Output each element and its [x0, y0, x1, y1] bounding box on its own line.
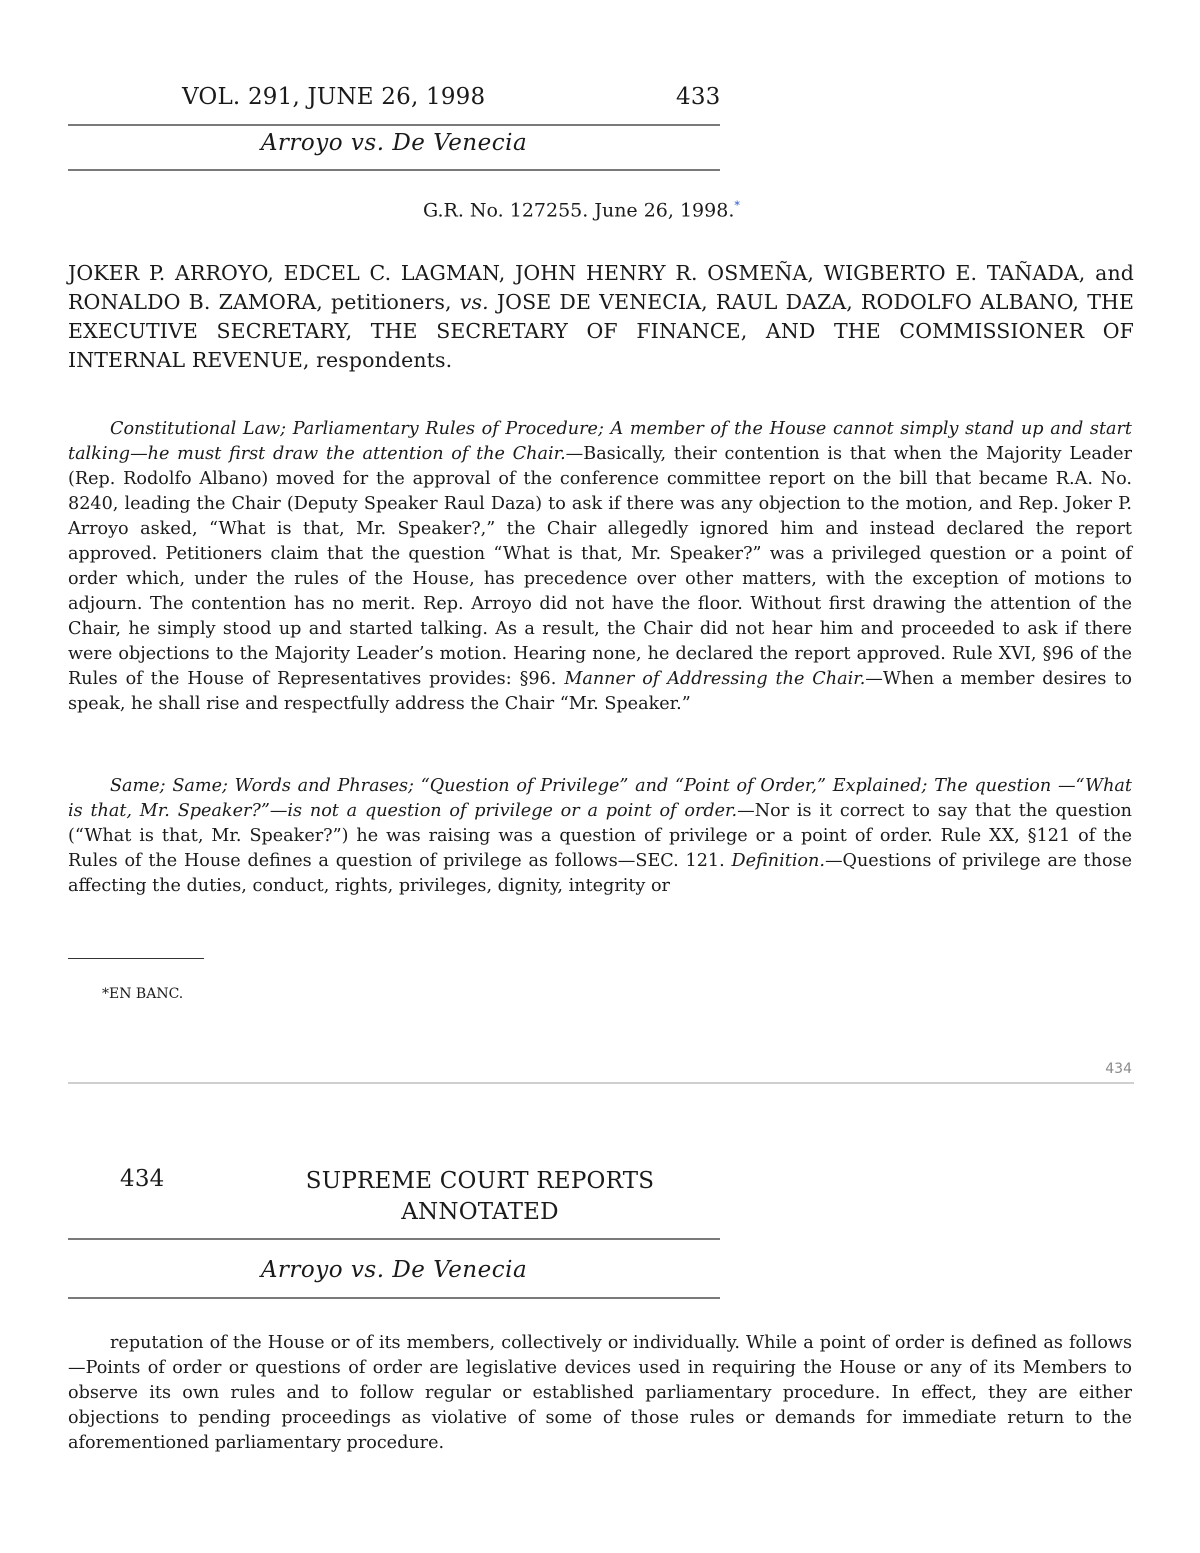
- footnote-divider: [68, 958, 204, 959]
- header-rule-top: [68, 124, 720, 126]
- page2-header-page-number: 434: [120, 1166, 165, 1192]
- page2-header-rule-top: [68, 1238, 720, 1240]
- footnote-marker-link[interactable]: *: [734, 199, 740, 212]
- syllabus-1-italic-rule: Manner of Addressing the Chair.: [564, 669, 866, 689]
- page-break-divider: [68, 1082, 1134, 1084]
- gr-number: [423, 199, 740, 221]
- page2-header-publication: [270, 1166, 690, 1228]
- publication-line-1: SUPREME COURT REPORTS: [305, 1168, 655, 1194]
- respondents-text: JOSE DE VENECIA, RAUL DAZA, RODOLFO ALBANO, THE EXECUTIVE SECRETARY, THE SECRETARY OF FINANCE, AND THE COMMISSIONER OF INTERNAL REVENUE, respondents.: [68, 290, 1135, 372]
- syllabus-paragraph-2: [68, 774, 1132, 899]
- case-parties: [68, 259, 1134, 375]
- syllabus-2-heading: Same; Same; Words and Phrases; “Question of Privilege” and “Point of Order,” Explained; The question —“What is that, Mr. Speaker?”—is not a question of privilege or a point of order.: [68, 776, 1132, 821]
- syllabus-paragraph-1: [68, 417, 1132, 717]
- syllabus-1-body: —Basically, their contention is that when the Majority Leader (Rep. Rodolfo Albano) moved for the approval of the conference committee report on the bill that became R.A. No. 8240, leading the Chair (Deputy Speaker Raul Daza) to ask if there was any objection to the motion, and Rep. Joker P. Arroyo asked, “What is that, Mr. Speaker?,” the Chair allegedly ignored him and instead declared the report approved. Petitioners claim that the question “What is that, Mr. Speaker?” was a privileged question or a point of order which, under the rules of the House, has precedence over other matters, with the exception of motions to adjourn. The contention has no merit. Rep. Arroyo did not have the floor. Without first drawing the attention of the Chair, he simply stood up and started talking. As a result, the Chair did not hear him and proceeded to ask if there were objections to the Majority Leader’s motion. Hearing none, he declared the report approved. Rule XVI, §96 of the Rules of the House of Representatives provides: §96.: [68, 444, 1132, 689]
- header-rule-bottom: [68, 169, 720, 171]
- continuation-paragraph: reputation of the House or of its members, collectively or individually. While a point of order is defined as follows—Points of order or questions of order are legislative devices used in requiring the House or any of its Members to observe its own rules and to follow regular or established parliamentary procedure. In effect, they are either objections to pending proceedings as violative of some of those rules or demands for immediate return to the aforementioned parliamentary procedure.: [68, 1333, 1132, 1453]
- syllabus-2-body: —Nor is it correct to say that the question (“What is that, Mr. Speaker?”) he was raising was a question of privilege or a point of order. Rule XX, §121 of the Rules of the House defines a question of privilege as follows—SEC. 121.: [68, 801, 1132, 871]
- case-caption: Arroyo vs. De Venecia: [260, 130, 528, 156]
- page2-case-caption: Arroyo vs. De Venecia: [260, 1257, 528, 1283]
- syllabus-1-heading: Constitutional Law; Parliamentary Rules of Procedure; A member of the House cannot simply stand up and start talking—he must first draw the attention of the Chair.: [68, 419, 1132, 464]
- page2-header-rule-bottom: [68, 1297, 720, 1299]
- running-header-volume-date: VOL. 291, JUNE 26, 1998: [182, 84, 486, 110]
- page-break-label: 434: [1105, 1061, 1132, 1077]
- syllabus-2-body-end: —Questions of privilege are those affecting the duties, conduct, rights, privileges, dignity, integrity or: [68, 851, 1132, 896]
- syllabus-2-italic-definition: Definition.: [731, 851, 825, 871]
- publication-line-2: ANNOTATED: [401, 1199, 559, 1225]
- syllabus-1-body-end: —When a member desires to speak, he shall rise and respectfully address the Chair “Mr. Speaker.”: [68, 669, 1133, 714]
- running-header-page-number: 433: [676, 84, 721, 110]
- versus-text: vs.: [459, 290, 489, 314]
- gr-number-text: G.R. No. 127255. June 26, 1998.: [423, 199, 735, 222]
- footnote-en-banc: *EN BANC.: [102, 986, 184, 1002]
- petitioners-text: JOKER P. ARROYO, EDCEL C. LAGMAN, JOHN HENRY R. OSMEÑA, WIGBERTO E. TAÑADA, and RONALDO B. ZAMORA, petitioners,: [68, 261, 1134, 314]
